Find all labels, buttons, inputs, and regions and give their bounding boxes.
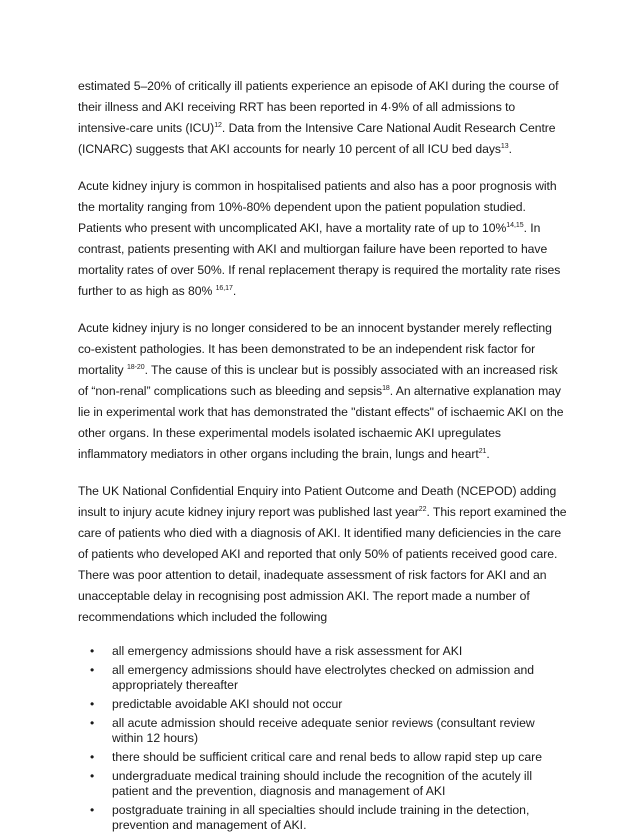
paragraph-aki-incidence (78, 76, 568, 160)
text-run: . Data from the Intensive Care National Audit Research Centre (ICNARC) suggests that AKI accounts for nearly 10 percent of all ICU bed days (78, 121, 556, 156)
list-item: • all acute admission should receive adequate senior reviews (consultant review within 12 hours) (112, 716, 568, 746)
list-item: • all emergency admissions should have electrolytes checked on admission and appropriately thereafter (112, 663, 568, 693)
citation-superscript: 12 (214, 122, 222, 129)
paragraph-aki-mortality (78, 176, 568, 302)
body-text (78, 76, 568, 628)
citation-superscript: 18 (382, 385, 390, 392)
list-item: • all emergency admissions should have a risk assessment for AKI (112, 644, 568, 659)
text-run: . This report examined the care of patients who died with a diagnosis of AKI. It identified many deficiencies in the care of patients who developed AKI and reported that only 50% of patients received good care. There was poor attention to detail, inadequate assessment of risk factors for AKI and an unacceptable delay in recognising post admission AKI. The report made a number of recommendations which included the following (78, 505, 567, 624)
citation-superscript: 16,17 (215, 285, 233, 292)
text-run: Acute kidney injury is common in hospitalised patients and also has a poor prognosis with the mortality ranging from 10%-80% dependent upon the patient population studied. Patients who present with uncomplicated AKI, have a mortality rate of up to 10% (78, 179, 557, 235)
list-item: • postgraduate training in all specialties should include training in the detection, prevention and management of AKI. (112, 803, 568, 833)
text-run: . An alternative explanation may lie in experimental work that has demonstrated the "distant effects" of ischaemic AKI on the other organs. In these experimental models isolated ischaemic AKI upregulates inflammatory mediators in other organs including the brain, lungs and heart (78, 384, 564, 461)
list-item: • undergraduate medical training should include the recognition of the acutely ill patient and the prevention, diagnosis and management of AKI (112, 769, 568, 799)
recommendations-list (78, 644, 568, 833)
citation-superscript: 18-20 (126, 364, 145, 371)
text-run: . (232, 284, 237, 298)
paragraph-aki-risk-factor (78, 318, 568, 465)
list-item: • there should be sufficient critical care and renal beds to allow rapid step up care (112, 750, 568, 765)
paragraph-ncepod-report (78, 481, 568, 628)
text-run: . The cause of this is unclear but is possibly associated with an increased risk of “non-renal” complications such as bleeding and sepsis (78, 363, 558, 398)
text-run: . (486, 447, 490, 461)
text-run: . (508, 142, 512, 156)
text-run: Acute kidney injury is no longer considered to be an innocent bystander merely reflecting co-existent pathologies. It has been demonstrated to be an independent risk factor for mortality (78, 321, 552, 377)
citation-superscript: 21 (478, 448, 487, 455)
list-item: • predictable avoidable AKI should not occur (112, 697, 568, 712)
text-run: The UK National Confidential Enquiry into Patient Outcome and Death (NCEPOD) adding insult to injury acute kidney injury report was published last year (78, 484, 557, 519)
citation-superscript: 22 (418, 506, 427, 513)
text-run: . In contrast, patients presenting with AKI and multiorgan failure have been reported to have mortality rates of over 50%. If renal replacement therapy is required the mortality rate rises further to as high as 80% (78, 221, 561, 298)
text-run: estimated 5–20% of critically ill patients experience an episode of AKI during the course of their illness and AKI receiving RRT has been reported in 4·9% of all admissions to intensive-care units (ICU) (78, 79, 559, 135)
citation-superscript: 13 (500, 143, 509, 150)
document-page (78, 76, 568, 837)
citation-superscript: 14,15 (506, 222, 524, 229)
